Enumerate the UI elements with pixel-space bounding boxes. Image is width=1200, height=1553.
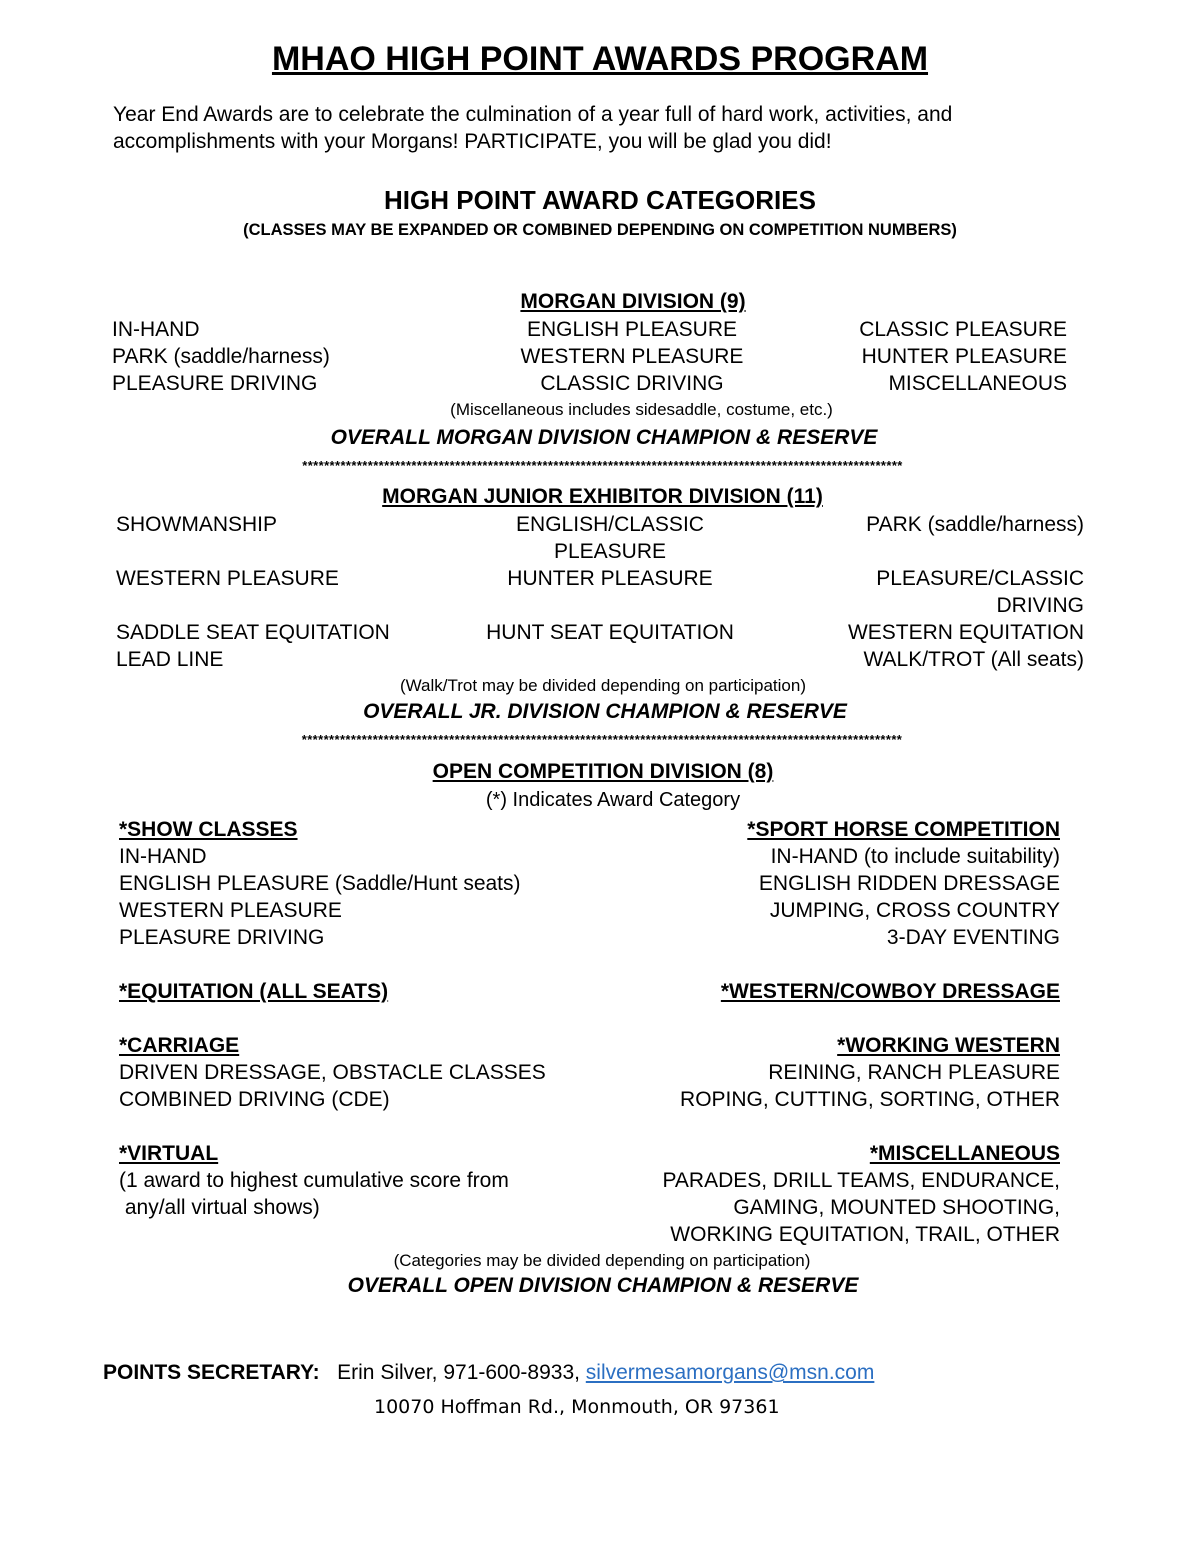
show-class-item: PLEASURE DRIVING: [119, 926, 325, 949]
secretary-name-phone: Erin Silver, 971-600-8933,: [337, 1361, 580, 1384]
morgan-item: CLASSIC DRIVING: [540, 372, 724, 395]
cowboy-dressage-heading: *WESTERN/COWBOY DRESSAGE: [720, 980, 1060, 1003]
morgan-item: WESTERN PLEASURE: [520, 345, 744, 368]
intro-text: Year End Awards are to celebrate the culmination of a year full of hard work, activities, and accomplishments with your Morgans! PARTICIPATE, you will be glad you did!: [113, 103, 953, 153]
morgan-item: CLASSIC PLEASURE: [859, 318, 1067, 341]
junior-item: WESTERN EQUITATION: [847, 621, 1084, 644]
working-western-heading: *WORKING WESTERN: [837, 1034, 1060, 1057]
separator: **************************************************************************************************************: [302, 458, 903, 473]
miscellaneous-item: WORKING EQUITATION, TRAIL, OTHER: [670, 1223, 1060, 1246]
sport-horse-item: JUMPING, CROSS COUNTRY: [769, 899, 1060, 922]
junior-item: SHOWMANSHIP: [116, 513, 278, 536]
points-secretary-label: POINTS SECRETARY:: [103, 1361, 320, 1384]
junior-item: HUNTER PLEASURE: [507, 567, 713, 590]
equitation-heading: *EQUITATION (ALL SEATS): [119, 980, 389, 1003]
sport-horse-heading: *SPORT HORSE COMPETITION: [747, 818, 1060, 841]
open-division-heading: OPEN COMPETITION DIVISION (8): [432, 760, 774, 783]
junior-item: WESTERN PLEASURE: [116, 567, 339, 590]
working-western-item: ROPING, CUTTING, SORTING, OTHER: [680, 1088, 1060, 1111]
categories-heading: HIGH POINT AWARD CATEGORIES: [384, 185, 816, 215]
morgan-item: PARK (saddle/harness): [112, 345, 330, 368]
virtual-heading: *VIRTUAL: [119, 1142, 219, 1165]
junior-item: PARK (saddle/harness): [866, 513, 1084, 536]
morgan-item: HUNTER PLEASURE: [861, 345, 1067, 368]
secretary-email-link[interactable]: silvermesamorgans@msn.com: [585, 1361, 875, 1384]
miscellaneous-heading: *MISCELLANEOUS: [869, 1142, 1060, 1165]
junior-item: PLEASURE: [553, 540, 667, 563]
show-class-item: WESTERN PLEASURE: [119, 899, 342, 922]
secretary-address: 10070 Hoffman Rd., Monmouth, OR 97361: [374, 1396, 780, 1418]
virtual-item: any/all virtual shows): [119, 1196, 320, 1219]
miscellaneous-item: GAMING, MOUNTED SHOOTING,: [733, 1196, 1060, 1219]
virtual-item: (1 award to highest cumulative score from: [119, 1169, 509, 1192]
open-note: (Categories may be divided depending on participation): [393, 1251, 811, 1270]
junior-item: PLEASURE/CLASSIC: [876, 567, 1084, 590]
morgan-division-heading: MORGAN DIVISION (9): [520, 290, 746, 313]
junior-overall: OVERALL JR. DIVISION CHAMPION & RESERVE: [363, 700, 847, 723]
morgan-item: PLEASURE DRIVING: [112, 372, 318, 395]
junior-item: DRIVING: [996, 594, 1084, 617]
morgan-overall: OVERALL MORGAN DIVISION CHAMPION & RESERVE: [330, 426, 878, 449]
open-overall: OVERALL OPEN DIVISION CHAMPION & RESERVE: [347, 1274, 859, 1297]
sport-horse-item: IN-HAND (to include suitability): [770, 845, 1060, 868]
separator: **************************************************************************************************************: [301, 732, 903, 747]
points-secretary: [103, 1361, 874, 1385]
page-title: MHAO HIGH POINT AWARDS PROGRAM: [271, 40, 929, 78]
award-indicator-note: (*) Indicates Award Category: [485, 789, 741, 811]
show-class-item: ENGLISH PLEASURE (Saddle/Hunt seats): [119, 872, 521, 895]
carriage-item: DRIVEN DRESSAGE, OBSTACLE CLASSES: [119, 1061, 546, 1084]
junior-item: LEAD LINE: [116, 648, 224, 671]
morgan-item: ENGLISH PLEASURE: [526, 318, 738, 341]
carriage-item: COMBINED DRIVING (CDE): [119, 1088, 390, 1111]
junior-division-heading: MORGAN JUNIOR EXHIBITOR DIVISION (11): [382, 485, 823, 508]
sport-horse-item: 3-DAY EVENTING: [886, 926, 1060, 949]
show-classes-heading: *SHOW CLASSES: [119, 818, 298, 841]
morgan-note: (Miscellaneous includes sidesaddle, costume, etc.): [450, 400, 833, 419]
junior-item: SADDLE SEAT EQUITATION: [116, 621, 390, 644]
categories-subheading: (CLASSES MAY BE EXPANDED OR COMBINED DEPENDING ON COMPETITION NUMBERS): [243, 221, 957, 239]
junior-item: HUNT SEAT EQUITATION: [486, 621, 734, 644]
junior-note: (Walk/Trot may be divided depending on participation): [399, 676, 806, 695]
sport-horse-item: ENGLISH RIDDEN DRESSAGE: [758, 872, 1060, 895]
junior-item: WALK/TROT (All seats): [863, 648, 1084, 671]
show-class-item: IN-HAND: [119, 845, 207, 868]
working-western-item: REINING, RANCH PLEASURE: [768, 1061, 1060, 1084]
carriage-heading: *CARRIAGE: [119, 1034, 240, 1057]
miscellaneous-item: PARADES, DRILL TEAMS, ENDURANCE,: [662, 1169, 1060, 1192]
morgan-item: IN-HAND: [112, 318, 200, 341]
junior-item: ENGLISH/CLASSIC: [516, 513, 704, 536]
morgan-item: MISCELLANEOUS: [888, 372, 1067, 395]
